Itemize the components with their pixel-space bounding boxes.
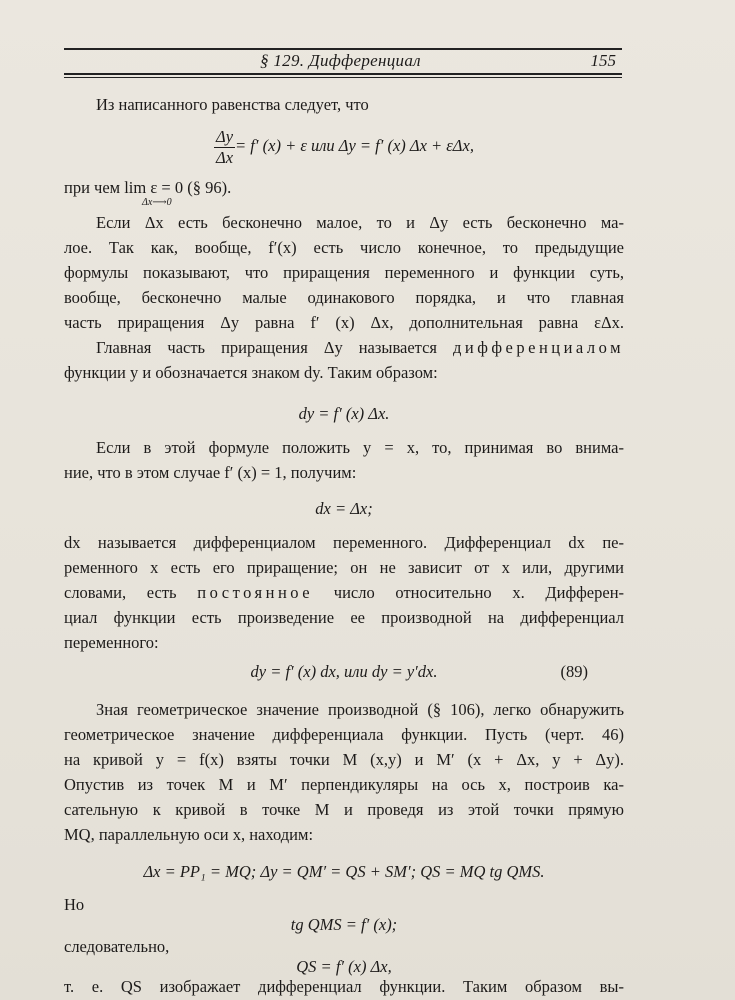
text-line: геометрическое значение дифференциала функции. Пусть (черт. 46) [64,725,624,744]
text-line: dx называется дифференциалом переменного. Дифференциал dx пе- [64,533,624,552]
text-span: число относительно x. Дифферен- [333,583,625,602]
equation-3: dx = Δx; [315,499,373,518]
text-line: на кривой y = f(x) взяты точки M (x,y) и M′ (x + Δx, y + Δy). [64,750,624,769]
text-line: ременного x есть его приращение; он не зависит от x или, другими [64,558,624,577]
text-line: при чем lim ε = 0 (§ 96). [64,178,232,197]
text-line: вообще, бесконечно малые одинакового порядка, и что главная [64,288,624,307]
fraction-numerator: Δy [216,126,234,146]
text-span: словами, есть [64,583,177,602]
equation-1-rest: = f′ (x) + ε или Δy = f′ (x) Δx + εΔx, [235,136,474,155]
equation-89-body: dy = f′ (x) dx, или dy = y′dx. [250,662,438,681]
text-span: Главная часть приращения Δy называется [96,338,438,357]
text-line: лое. Так как, вообще, f′(x) есть число конечное, то предыдущие [64,238,624,257]
text-line: переменного: [64,633,159,652]
fraction-denominator: Δx [216,147,234,167]
equation-6: tg QMS = f′ (x); [290,915,398,934]
text-line: функции y и обозначается знаком dy. Таким образом: [64,363,438,382]
text-line: Но [64,895,85,914]
text-line: формулы показывают, что приращения переменного и функции суть, [64,263,624,282]
text-line: следовательно, [64,937,170,956]
fraction [214,127,235,168]
text-line: часть приращения Δy равна f′ (x) Δx, дополнительная равна εΔx. [64,313,624,332]
text-line [96,338,624,358]
text-line: т. е. QS изображает дифференциал функции. Таким образом вы- [64,977,624,996]
equation-1 [64,124,624,168]
equation-2: dy = f′ (x) Δx. [298,404,390,423]
limit-subscript: Δx⟶0 [142,197,172,208]
text-line: Зная геометрическое значение производной (§ 106), легко обнаружить [96,700,624,719]
equation-7: QS = f′ (x) Δx, [296,957,392,976]
spaced-term: дифференциалом [453,338,625,357]
text-line: сательную к кривой в точке M и проведя из этой точки прямую [64,800,624,819]
spaced-term: постоянное [197,583,314,602]
text-line: Если Δx есть бесконечно малое, то и Δy есть бесконечно ма- [96,213,624,232]
running-title: § 129. Дифференциал [260,51,421,70]
equation-5: Δx = PP₁ = MQ; Δy = QM′ = QS + SM′; QS = MQ tg QMS. [143,862,545,881]
header-bottom-rule-thin [64,77,622,78]
text-line: Опустив из точек M и M′ перпендикуляры на ось x, построив ка- [64,775,624,794]
header-bottom-rule [64,73,622,75]
text-line: Если в этой формуле положить y = x, то, принимая во внима- [96,438,624,457]
running-header [64,50,622,72]
text-line: Из написанного равенства следует, что [96,95,369,114]
text-line: MQ, параллельную оси x, находим: [64,825,314,844]
text-line: ние, что в этом случае f′ (x) = 1, получим: [64,463,357,482]
equation-number: (89) [560,662,588,681]
text-line [64,583,624,603]
text-line: циал функции есть произведение ее производной на дифференциал [64,608,624,627]
page-number: 155 [590,51,616,70]
equation-89 [64,662,624,682]
